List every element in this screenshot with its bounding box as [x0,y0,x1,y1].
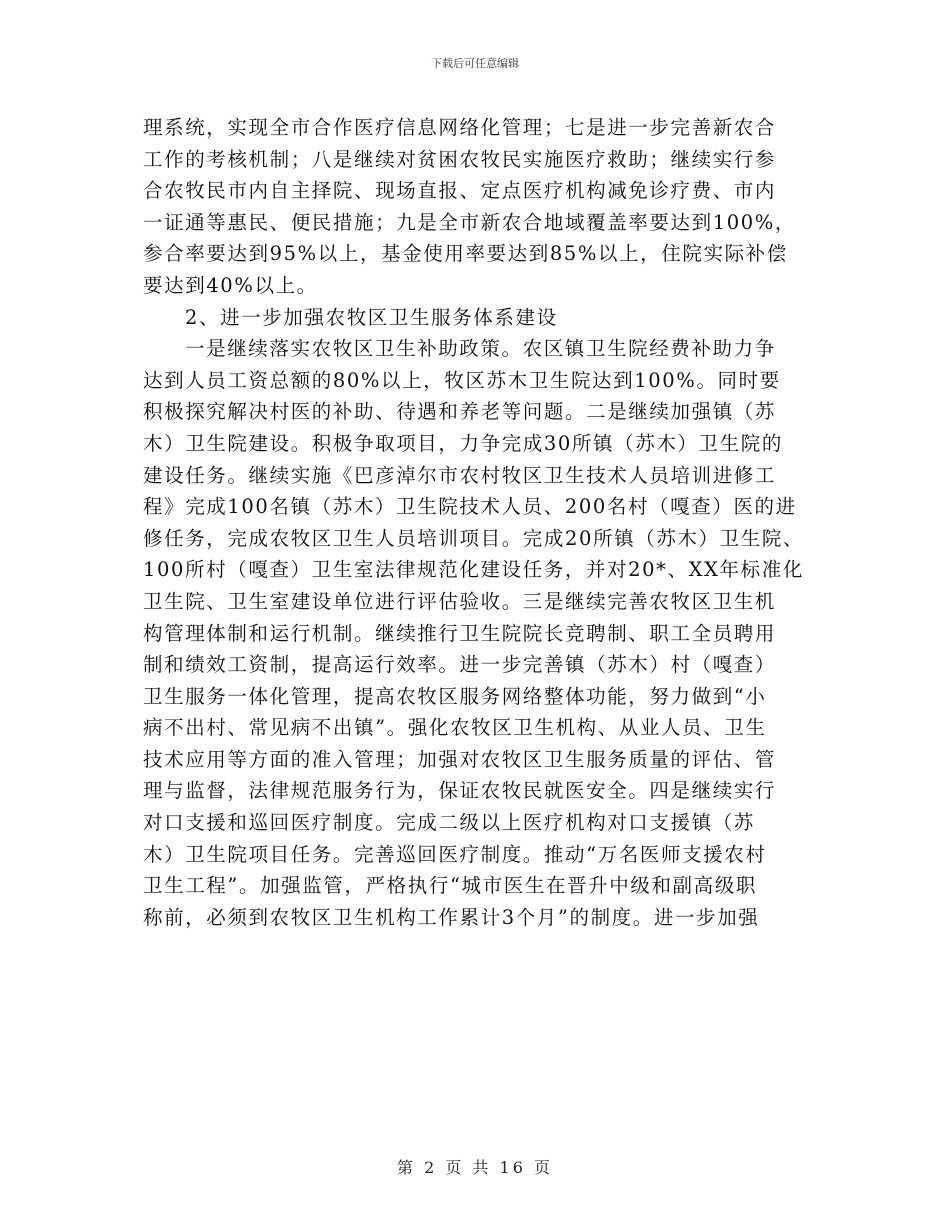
page-header: 下载后可任意编辑 [431,57,519,70]
body-line: 建设任务。继续实施《巴彦淖尔市农村牧区卫生技术人员培训进修工 [143,463,777,487]
body-line: 木）卫生院项目任务。完善巡回医疗制度。推动“万名医师支援农村 [143,842,767,866]
body-line: 木）卫生院建设。积极争取项目，力争完成30所镇（苏木）卫生院的 [143,431,783,455]
document-body [143,112,813,933]
body-line: 病不出村、常见病不出镇”。强化农牧区卫生机构、从业人员、卫生 [143,716,767,740]
body-line: 修任务，完成农牧区卫生人员培训项目。完成20所镇（苏木）卫生院、 [143,526,805,550]
body-line: 卫生院、卫生室建设单位进行评估验收。三是继续完善农牧区卫生机 [143,589,777,613]
body-line: 一是继续落实农牧区卫生补助政策。农区镇卫生院经费补助力争 [185,337,776,361]
page-number-footer: 第 2 页 共 16 页 [397,1158,553,1177]
body-line: 卫生服务一体化管理，提高农牧区服务网络整体功能，努力做到“小 [143,684,767,708]
body-line: 理与监督，法律规范服务行为，保证农牧民就医安全。四是继续实行 [143,779,777,803]
body-line: 达到人员工资总额的80%以上，牧区苏木卫生院达到100%。同时要 [143,368,781,392]
body-line: 参合率要达到95%以上，基金使用率要达到85%以上，住院实际补偿 [143,242,788,266]
body-line: 理系统，实现全市合作医疗信息网络化管理；七是进一步完善新农合 [143,116,777,139]
body-line: 对口支援和巡回医疗制度。完成二级以上医疗机构对口支援镇（苏 [143,811,755,835]
body-line: 构管理体制和运行机制。继续推行卫生院院长竞聘制、职工全员聘用 [143,621,777,645]
body-line: 合农牧民市内自主择院、现场直报、定点医疗机构减免诊疗费、市内 [143,179,777,203]
body-line: 积极探究解决村医的补助、待遇和养老等问题。二是继续加强镇（苏 [143,400,777,424]
body-line: 技术应用等方面的准入管理；加强对农牧区卫生服务质量的评估、管 [143,747,777,771]
body-line: 一证通等惠民、便民措施；九是全市新农合地域覆盖率要达到100%， [143,210,796,234]
body-line: 工作的考核机制；八是继续对贫困农牧民实施医疗救助；继续实行参 [143,147,777,171]
body-line: 卫生工程”。加强监管，严格执行“城市医生在晋升中级和副高级职 [143,874,757,898]
section-heading: 2、进一步加强农牧区卫生服务体系建设 [185,305,558,329]
body-line: 100所村（嘎查）卫生室法律规范化建设任务，并对20*、XX年标准化 [143,558,804,582]
body-line: 称前，必须到农牧区卫生机构工作累计3个月”的制度。进一步加强 [143,905,760,929]
body-line: 程》完成100名镇（苏木）卫生院技术人员、200名村（嘎查）医的进 [143,495,797,519]
body-line: 要达到40%以上。 [143,273,318,297]
body-line: 制和绩效工资制，提高运行效率。进一步完善镇（苏木）村（嘎查） [143,653,777,677]
